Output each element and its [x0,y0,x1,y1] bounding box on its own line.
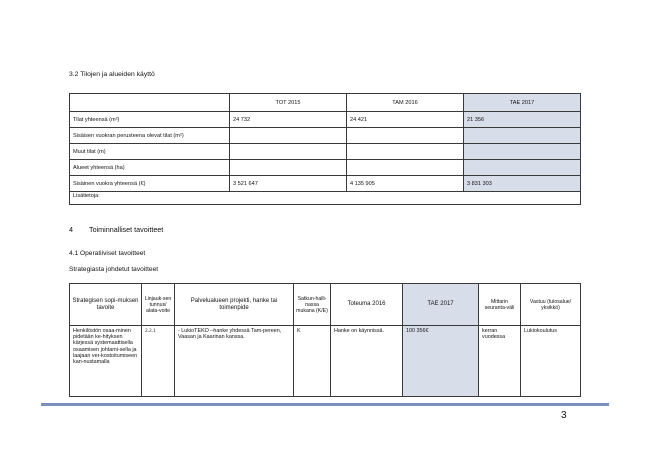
cell-tam-2016 [347,144,464,160]
table-row [70,128,581,144]
row-label: Tilat yhteensä (m²) [70,112,230,128]
cell-tae-2017: 100 356€ [403,326,479,397]
cell-actual: Hanke on käynnissä. [331,326,403,397]
cell-goal: Henkilöstön osaa-minen pidetään ke-hityksen kärjessä systemaattisella osaamisen johtami-sella ja laajaan ver-kostoitumiseen kan-nustamalla [70,326,142,397]
cell-involved: K [294,326,331,397]
section-heading-4 [69,225,163,234]
header-tam-2016: TAM 2016 [347,94,464,112]
header-tot-2015: TOT 2015 [230,94,347,112]
cell-tam-2016: 24 421 [347,112,464,128]
section-title: Toiminnalliset tavoitteet [89,225,164,234]
header-goal: Strategisen sopi-muksen tavoite [70,284,142,326]
table-row [70,326,581,397]
cell-tae-2017 [464,144,581,160]
header-actual: Toteuma 2016 [331,284,403,326]
section-number: 4 [69,225,73,234]
cell-tot-2015 [230,160,347,176]
header-code: Linjauk-sen tunnus/ alata-voite [142,284,175,326]
cell-tam-2016: 4 135 905 [347,176,464,192]
cell-tam-2016 [347,160,464,176]
cell-tot-2015: 3 521 647 [230,176,347,192]
notes-row [70,192,581,205]
header-tae-2017: TAE 2017 [464,94,581,112]
cell-tae-2017 [464,128,581,144]
cell-code: 2.2.1 [142,326,175,397]
table-header-row [70,284,581,326]
table-header-row [70,94,581,112]
header-involved: Satkun-halli-nassa mukana (K/E) [294,284,331,326]
row-label: Alueet yhteensä (ha) [70,160,230,176]
header-tae-2017: TAE 2017 [403,284,479,326]
header-cell-empty [70,94,230,112]
footer-rule [41,403,609,406]
table-row [70,144,581,160]
section-subtitle: Strategiasta johdetut tavoitteet [69,266,159,273]
cell-tae-2017 [464,160,581,176]
cell-tot-2015: 24 732 [230,112,347,128]
cell-owner: Lukiokoulutus [521,326,581,397]
section-title-3-2: 3.2 Tilojen ja alueiden käyttö [69,71,155,78]
header-owner: Vastuu (tulosalue/ yksikkö) [521,284,581,326]
row-label: Sisäinen vuokra yhteensä (€) [70,176,230,192]
operational-goals-table [69,283,581,397]
cell-tae-2017: 21 356 [464,112,581,128]
table-row [70,176,581,192]
cell-tae-2017: 3 831 303 [464,176,581,192]
notes-label: Lisätietoja: [70,192,581,205]
cell-interval: kerran vuodessa [479,326,521,397]
header-project: Palvelualueen projekti, hanke tai toimenpide [175,284,294,326]
table-row [70,160,581,176]
space-usage-table [69,93,581,205]
section-title-4-1: 4.1 Operatiiviset tavoitteet [69,250,146,257]
page-number: 3 [561,410,567,421]
cell-tot-2015 [230,128,347,144]
row-label: Muut tilat (m) [70,144,230,160]
row-label: Sisäisen vuokran perusteena olevat tilat (m²) [70,128,230,144]
cell-tam-2016 [347,128,464,144]
table-row [70,112,581,128]
header-interval: Mittarin seuranta-väli [479,284,521,326]
cell-tot-2015 [230,144,347,160]
cell-project: - LukioTEKO –hanke yhdessä Tam-pereen, Vaasan ja Kaarinan kanssa. [175,326,294,397]
